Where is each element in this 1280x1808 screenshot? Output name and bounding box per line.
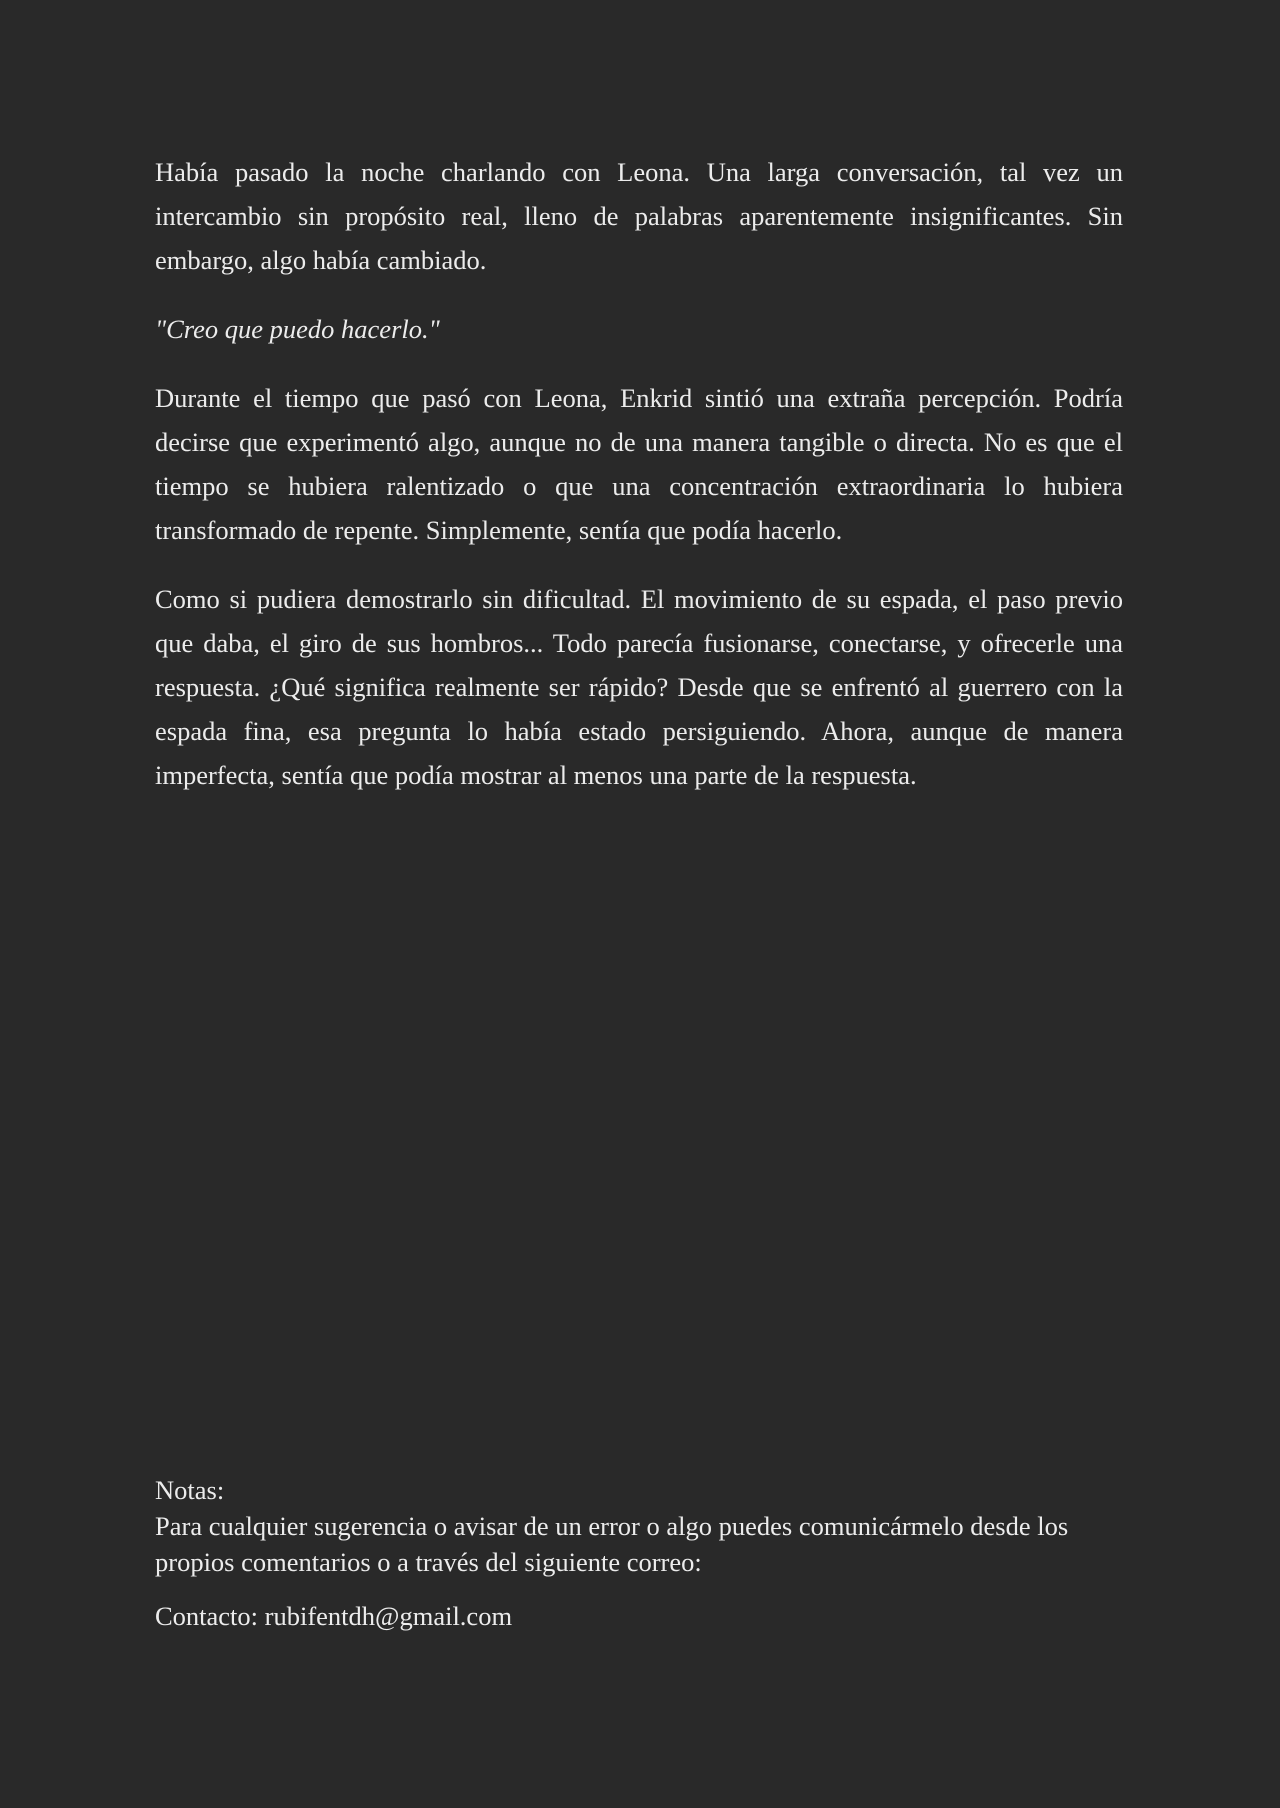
- notes-heading: Notas:: [155, 1475, 225, 1505]
- story-paragraph: Había pasado la noche charlando con Leona. Una larga conversación, tal vez un intercambio sin propósito real, lleno de palabras aparentemente insignificantes. Sin embargo, algo había cambiado.: [155, 157, 1123, 275]
- notes-section: [155, 1472, 1123, 1634]
- contact-line: Contacto: rubifentdh@gmail.com: [155, 1601, 513, 1631]
- story-text: [155, 150, 1123, 822]
- notes-body: Para cualquier sugerencia o avisar de un error o algo puedes comunicármelo desde los propios comentarios o a través del siguiente correo:: [155, 1511, 1069, 1577]
- story-quote: "Creo que puedo hacerlo.": [155, 314, 440, 344]
- story-paragraph: Durante el tiempo que pasó con Leona, Enkrid sintió una extraña percepción. Podría decirse que experimentó algo, aunque no de una manera tangible o directa. No es que el tiempo se hubiera ralentizado o que una concentración extraordinaria lo hubiera transformado de repente. Simplemente, sentía que podía hacerlo.: [155, 383, 1123, 545]
- story-paragraph: Como si pudiera demostrarlo sin dificultad. El movimiento de su espada, el paso previo que daba, el giro de sus hombros... Todo parecía fusionarse, conectarse, y ofrecerle una respuesta. ¿Qué significa realmente ser rápido? Desde que se enfrentó al guerrero con la espada fina, esa pregunta lo había estado persiguiendo. Ahora, aunque de manera imperfecta, sentía que podía mostrar al menos una parte de la respuesta.: [155, 584, 1123, 790]
